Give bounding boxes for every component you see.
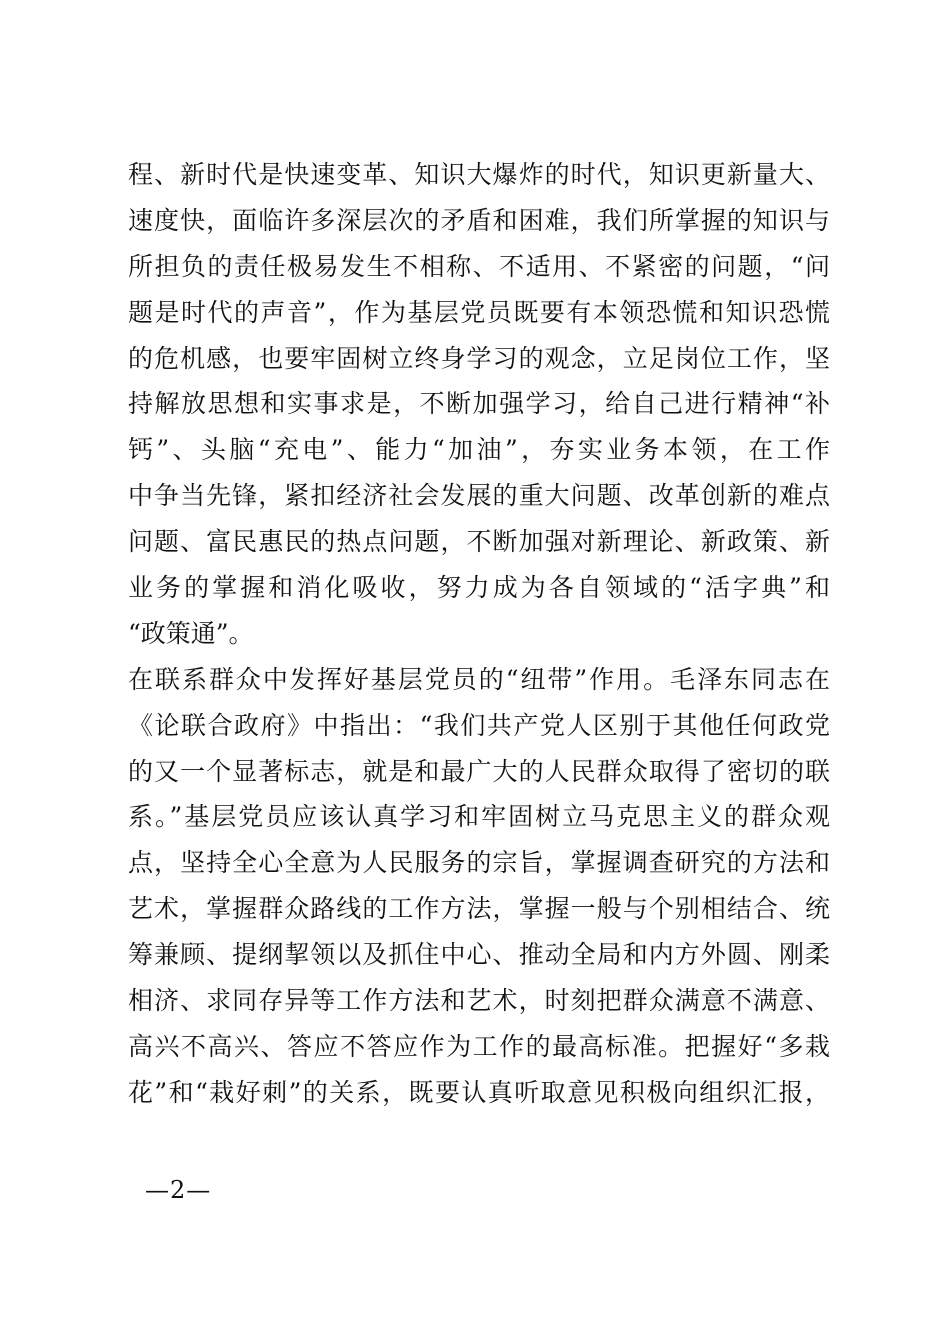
text-line: 的危机感，也要牢固树立终身学习的观念，立足岗位工作，坚 <box>128 343 830 373</box>
text-line: 速度快，面临许多深层次的矛盾和困难，我们所掌握的知识与 <box>128 205 830 235</box>
document-body <box>128 152 830 1116</box>
text-line: “政策通”。 <box>128 618 254 648</box>
text-line: 相济、求同存异等工作方法和艺术，时刻把群众满意不满意、 <box>128 986 830 1016</box>
text-line: 题是时代的声音”，作为基层党员既要有本领恐慌和知识恐慌 <box>128 297 830 327</box>
text-line: 点，坚持全心全意为人民服务的宗旨，掌握调查研究的方法和 <box>128 848 830 878</box>
text-line: 所担负的责任极易发生不相称、不适用、不紧密的问题，“问 <box>128 251 830 281</box>
text-line: 问题、富民惠民的热点问题，不断加强对新理论、新政策、新 <box>128 527 830 557</box>
text-line: 持解放思想和实事求是，不断加强学习，给自己进行精神“补 <box>128 389 830 419</box>
text-line: 的又一个显著标志，就是和最广大的人民群众取得了密切的联 <box>128 756 830 786</box>
text-line: 在联系群众中发挥好基层党员的“纽带”作用。毛泽东同志在 <box>128 664 830 694</box>
text-line: 高兴不高兴、答应不答应作为工作的最高标准。把握好“多栽 <box>128 1031 830 1061</box>
text-line: 业务的掌握和消化吸收，努力成为各自领域的“活字典”和 <box>128 573 830 603</box>
page-number: —2— <box>145 1176 212 1204</box>
text-line: 《论联合政府》中指出：“我们共产党人区别于其他任何政党 <box>128 710 830 740</box>
text-line: 艺术，掌握群众路线的工作方法，掌握一般与个别相结合、统 <box>128 894 830 924</box>
text-line: 钙”、头脑“充电”、能力“加油”，夯实业务本领，在工作 <box>128 435 830 465</box>
text-line: 系。”基层党员应该认真学习和牢固树立马克思主义的群众观 <box>128 802 830 832</box>
text-line: 中争当先锋，紧扣经济社会发展的重大问题、改革创新的难点 <box>128 481 830 511</box>
text-line: 筹兼顾、提纲挈领以及抓住中心、推动全局和内方外圆、刚柔 <box>128 940 830 970</box>
text-line: 花”和“栽好刺”的关系，既要认真听取意见积极向组织汇报， <box>128 1077 830 1107</box>
text-line: 程、新时代是快速变革、知识大爆炸的时代，知识更新量大、 <box>128 160 830 189</box>
